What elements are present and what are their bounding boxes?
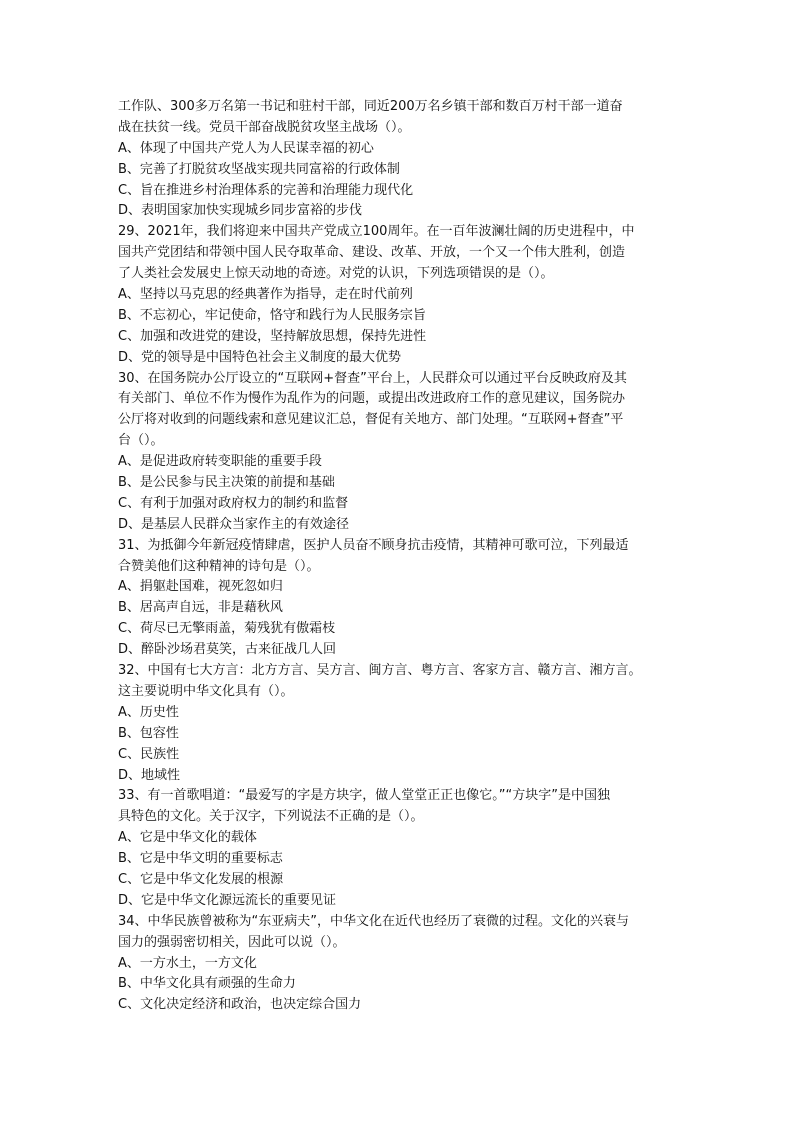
option-c: C、有利于加强对政府权力的制约和监督 bbox=[118, 495, 349, 511]
option-c: C、文化决定经济和政治，也决定综合国力 bbox=[118, 997, 362, 1013]
question-text-line: 台（）。 bbox=[118, 433, 164, 449]
option-c: C、民族性 bbox=[118, 746, 180, 762]
option-b: B、包容性 bbox=[118, 725, 179, 741]
option-c: C、荷尽已无擎雨盖，菊残犹有傲霜枝 bbox=[118, 621, 336, 637]
question-text-line: 公厅将对收到的问题线索和意见建议汇总，督促有关地方、部门处理。“互联网+督查”平 bbox=[118, 412, 624, 428]
question-text-line: 34、中华民族曾被称为“东亚病夫”，中华文化在近代也经历了衰微的过程。文化的兴衰与 bbox=[118, 913, 630, 929]
question-text-line: 这主要说明中华文化具有（）。 bbox=[118, 683, 294, 699]
question-text-line: 32、中国有七大方言：北方方言、吴方言、闽方言、粤方言、客家方言、赣方言、湘方言。 bbox=[118, 663, 642, 679]
option-d: D、醉卧沙场君莫笑，古来征战几人回 bbox=[118, 642, 337, 658]
option-a: A、体现了中国共产党人为人民谋幸福的初心 bbox=[118, 140, 374, 156]
question-text-line: 合赞美他们这种精神的诗句是（）。 bbox=[118, 558, 320, 574]
option-d: D、它是中华文化源远流长的重要见证 bbox=[118, 892, 337, 908]
option-d: D、地域性 bbox=[118, 767, 181, 783]
question-text-line: 工作队、300多万名第一书记和驻村干部，同近200万名乡镇干部和数百万村干部一道奋 bbox=[118, 99, 623, 114]
option-a: A、坚持以马克思的经典著作为指导，走在时代前列 bbox=[118, 287, 413, 303]
question-text-line: 战在扶贫一线。党员干部奋战脱贫攻坚主战场（）。 bbox=[118, 119, 411, 135]
option-b: B、不忘初心，牢记使命，恪守和践行为人民服务宗旨 bbox=[118, 307, 426, 323]
question-text-line: 了人类社会发展史上惊天动地的奇迹。对党的认识，下列选项错误的是（）。 bbox=[118, 266, 554, 282]
option-a: A、捐躯赴国难，视死忽如归 bbox=[118, 579, 283, 595]
question-text-line: 31、为抵御今年新冠疫情肆虐，医护人员奋不顾身抗击疫情，其精神可歌可泣，下列最适 bbox=[118, 537, 629, 553]
option-d: D、表明国家加快实现城乡同步富裕的步伐 bbox=[118, 203, 363, 219]
question-34 bbox=[118, 912, 678, 1016]
question-33 bbox=[118, 786, 678, 911]
question-text-line: 国力的强弱密切相关，因此可以说（）。 bbox=[118, 934, 346, 950]
question-text-line: 国共产党团结和带领中国人民夺取革命、建设、改革、开放，一个又一个伟大胜利，创造 bbox=[118, 245, 626, 261]
question-31 bbox=[118, 536, 678, 661]
option-b: B、完善了打脱贫攻坚战实现共同富裕的行政体制 bbox=[118, 161, 400, 177]
option-b: B、中华文化具有顽强的生命力 bbox=[118, 976, 296, 992]
question-32 bbox=[118, 661, 678, 786]
question-28-continuation bbox=[118, 97, 678, 222]
option-b: B、它是中华文明的重要标志 bbox=[118, 851, 283, 867]
question-text-line: 29、2021年，我们将迎来中国共产党成立100周年。在一百年波澜壮阔的历史进程中，中 bbox=[118, 224, 635, 240]
document-page bbox=[118, 97, 678, 1016]
option-c: C、加强和改进党的建设，坚持解放思想，保持先进性 bbox=[118, 328, 427, 344]
option-a: A、它是中华文化的载体 bbox=[118, 830, 257, 846]
option-a: A、是促进政府转变职能的重要手段 bbox=[118, 454, 322, 470]
option-d: D、是基层人民群众当家作主的有效途径 bbox=[118, 516, 350, 532]
question-text-line: 具特色的文化。关于汉字，下列说法不正确的是（）。 bbox=[118, 809, 424, 825]
question-30 bbox=[118, 369, 678, 536]
option-a: A、历史性 bbox=[118, 704, 179, 720]
question-29 bbox=[118, 222, 678, 368]
question-text-line: 有关部门、单位不作为慢作为乱作为的问题，或提出改进政府工作的意见建议，国务院办 bbox=[118, 391, 626, 407]
question-text-line: 33、有一首歌唱道：“最爱写的字是方块字，做人堂堂正正也像它。”“方块字”是中国独 bbox=[118, 788, 610, 804]
option-c: C、旨在推进乡村治理体系的完善和治理能力现代化 bbox=[118, 182, 414, 198]
option-b: B、是公民参与民主决策的前提和基础 bbox=[118, 475, 335, 491]
option-a: A、一方水土，一方文化 bbox=[118, 955, 257, 971]
option-d: D、党的领导是中国特色社会主义制度的最大优势 bbox=[118, 349, 402, 365]
option-c: C、它是中华文化发展的根源 bbox=[118, 871, 284, 887]
question-text-line: 30、在国务院办公厅设立的“互联网+督查”平台上，人民群众可以通过平台反映政府及其 bbox=[118, 370, 627, 386]
option-b: B、居高声自远，非是藉秋风 bbox=[118, 600, 283, 616]
